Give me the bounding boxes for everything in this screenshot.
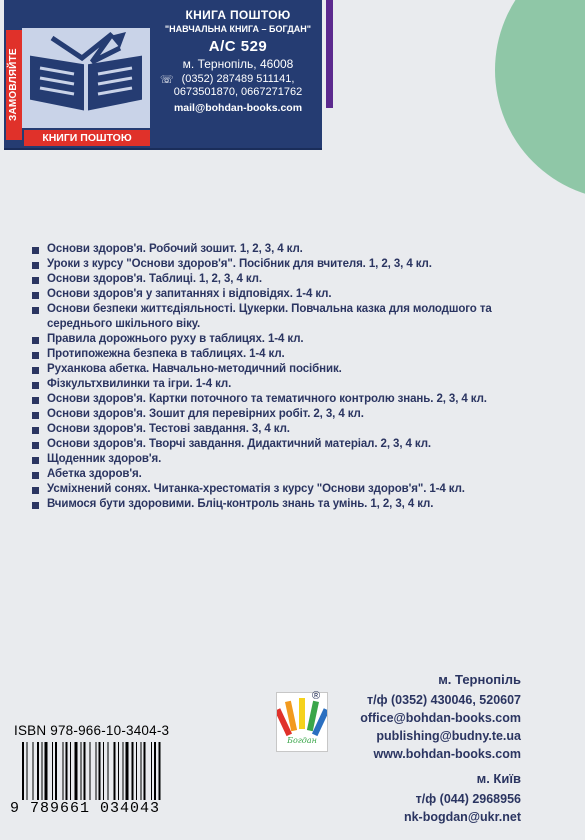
mail-order-email: mail@bohdan-books.com — [173, 102, 303, 114]
barcode-bar — [70, 742, 71, 802]
barcode-bar — [132, 742, 134, 802]
list-item: Основи здоров'я. Тестові завдання. 3, 4 кл. — [32, 422, 552, 437]
barcode-bar — [52, 742, 53, 802]
list-item: Основи безпеки життєдіяльності. Цукерки. Повчальна казка для молодшого та середнього шкільного віку. — [32, 302, 552, 332]
po-box-number: А/С 529 — [208, 38, 268, 55]
list-item: Щоденник здоров'я. — [32, 452, 552, 467]
barcode-bar — [33, 742, 34, 802]
barcode-bar — [159, 742, 161, 802]
ternopil-email[interactable]: office@bohdan-books.com — [360, 711, 521, 725]
barcode-bar — [151, 742, 152, 802]
barcode-bar — [55, 742, 57, 802]
mail-order-banner — [4, 0, 322, 150]
barcode-bar — [90, 742, 91, 802]
list-item: Протипожежна безпека в таблицях. 1-4 кл. — [32, 347, 552, 362]
barcode-bar — [37, 742, 39, 802]
list-item: Абетка здоров'я. — [32, 467, 552, 482]
barcode-bar — [123, 742, 124, 802]
barcode-bar — [103, 742, 104, 802]
vertical-slogan: ЗАМОВЛЯЙТЕ — [6, 30, 22, 140]
barcode-bar — [84, 742, 86, 802]
barcode-bar — [114, 742, 116, 802]
mail-order-title: КНИГА ПОШТОЮ — [185, 8, 291, 22]
barcode-bar — [136, 742, 137, 802]
barcode-bar — [66, 742, 68, 802]
ternopil-website[interactable]: www.bohdan-books.com — [373, 747, 521, 761]
barcode-bar — [81, 742, 82, 802]
decorative-green-circle — [495, 0, 585, 200]
kyiv-email[interactable]: nk-bogdan@ukr.net — [403, 810, 521, 824]
open-book-icon — [22, 28, 150, 128]
mail-order-phones-line2: 0673501870, 0667271762 — [173, 86, 303, 98]
mail-order-subtitle: "НАВЧАЛЬНА КНИГА – БОГДАН" — [164, 24, 312, 34]
barcode-bar — [141, 742, 142, 802]
isbn-number: ISBN 978-966-10-3404-3 — [14, 723, 170, 738]
barcode-bar — [154, 742, 156, 802]
phone-icon: ☏ — [160, 74, 174, 86]
list-item: Уроки з курсу "Основи здоров'я". Посібник для вчителя. 1, 2, 3, 4 кл. — [32, 257, 552, 272]
decorative-purple-bar — [326, 0, 333, 108]
list-item: Основи здоров'я. Картки поточного та тематичного контролю знань. 2, 3, 4 кл. — [32, 392, 552, 407]
list-item: Основи здоров'я. Зошит для перевірних робіт. 2, 3, 4 кл. — [32, 407, 552, 422]
barcode-bar — [99, 742, 101, 802]
barcode — [10, 742, 206, 840]
barcode-bar — [96, 742, 97, 802]
barcode-bar — [42, 742, 43, 802]
barcode-bar — [63, 742, 64, 802]
publisher-logo-word: Богдан — [287, 736, 317, 745]
mail-order-city: м. Тернопіль, 46008 — [182, 57, 294, 71]
barcode-digits: 9 789661 034043 — [10, 800, 206, 817]
list-item: Вчимося бути здоровими. Бліц-контроль знань та умінь. 1, 2, 3, 4 кл. — [32, 497, 552, 512]
list-item: Усміхнений сонях. Читанка-хрестоматія з курсу "Основи здоров'я". 1-4 кл. — [32, 482, 552, 497]
publisher-contacts — [360, 672, 521, 826]
mail-order-phones-line1: (0352) 287489 511141, — [181, 73, 295, 85]
mail-order-info — [154, 8, 322, 114]
list-item: Основи здоров'я у запитаннях і відповідях. 1-4 кл. — [32, 287, 552, 302]
ternopil-phone: т/ф (0352) 430046, 520607 — [367, 693, 521, 707]
barcode-bar — [22, 742, 24, 802]
barcode-bar — [75, 742, 78, 802]
list-item: Основи здоров'я. Таблиці. 1, 2, 3, 4 кл. — [32, 272, 552, 287]
list-item: Правила дорожнього руху в таблицях. 1-4 кл. — [32, 332, 552, 347]
list-item: Основи здоров'я. Робочий зошит. 1, 2, 3, 4 кл. — [32, 242, 552, 257]
mail-order-phones — [154, 73, 322, 85]
barcode-bar — [108, 742, 109, 802]
list-item: Основи здоров'я. Творчі завдання. Дидактичний матеріал. 2, 3, 4 кл. — [32, 437, 552, 452]
kyiv-phone: т/ф (044) 2968956 — [415, 792, 521, 806]
barcode-bar — [45, 742, 48, 802]
registered-mark: ® — [312, 690, 321, 702]
barcode-bar — [118, 742, 119, 802]
barcode-bar — [126, 742, 129, 802]
list-item: Фізкультхвилинки та ігри. 1-4 кл. — [32, 377, 552, 392]
list-item: Руханкова абетка. Навчально-методичний посібник. — [32, 362, 552, 377]
ternopil-city: м. Тернопіль — [438, 672, 521, 687]
barcode-bar — [27, 742, 28, 802]
barcode-bar — [144, 742, 146, 802]
mail-order-logo — [4, 28, 154, 146]
ternopil-email-2[interactable]: publishing@budny.te.ua — [376, 729, 521, 743]
logo-caption: КНИГИ ПОШТОЮ — [24, 130, 150, 146]
publisher-logo — [276, 692, 328, 752]
kyiv-city: м. Київ — [476, 771, 521, 786]
book-list — [32, 242, 552, 512]
